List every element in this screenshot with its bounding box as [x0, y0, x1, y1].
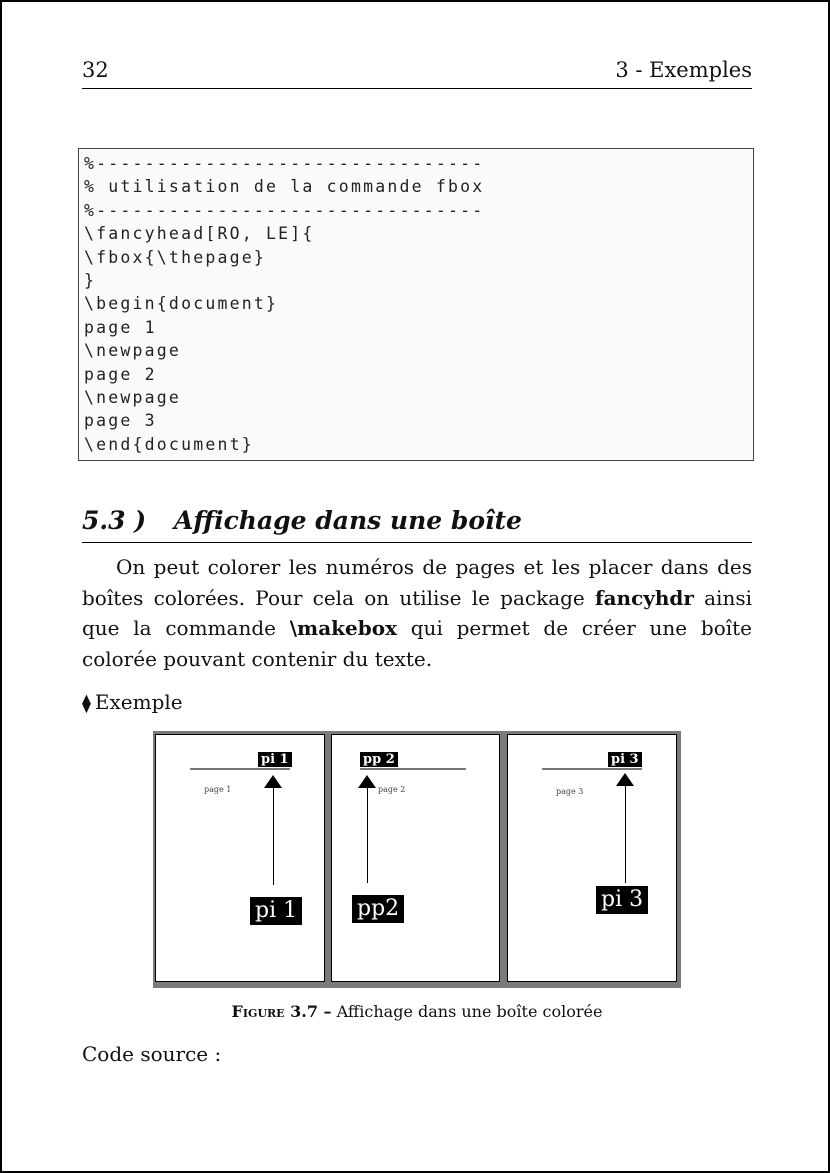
page-header: [82, 58, 752, 89]
body-paragraph: [82, 552, 752, 674]
code-line: page 2: [84, 364, 157, 384]
mini-page: [155, 734, 325, 982]
code-line: \fancyhead[RO, LE]{: [84, 224, 315, 244]
page-number: 32: [82, 58, 109, 82]
mini-page: [507, 734, 677, 982]
figure-image: [153, 731, 681, 988]
example-text: Exemple: [94, 690, 183, 714]
mini-page-text: page 2: [378, 785, 406, 794]
code-line: %--------------------------------: [84, 154, 485, 173]
code-line: % utilisation de la commande fbox: [84, 177, 485, 197]
header-rule: [542, 768, 642, 770]
paragraph-text: qui permet de créer une boîte colorée pouvant contenir du texte.: [82, 616, 753, 671]
section-number: 5.3 ): [82, 506, 147, 535]
code-line: \newpage: [84, 341, 182, 361]
mini-page: [331, 734, 500, 982]
figure-caption: [82, 1002, 752, 1021]
code-line: \fbox{\thepage}: [84, 247, 267, 267]
package-name: fancyhdr: [594, 585, 694, 610]
code-line: \end{document}: [84, 434, 254, 454]
arrow-line: [367, 787, 368, 883]
example-label: [82, 690, 183, 714]
arrow-line: [273, 787, 274, 885]
header-rule: [190, 768, 290, 770]
code-line: }: [84, 270, 97, 290]
magnified-page-box: pp2: [352, 895, 404, 923]
code-line: page 1: [84, 317, 157, 337]
command-name: \makebox: [289, 616, 397, 640]
magnified-page-box: pi 3: [596, 886, 648, 914]
caption-label: Figure 3.7 –: [231, 1002, 332, 1021]
magnified-page-box: pi 1: [250, 897, 302, 925]
chapter-title: 3 - Exemples: [615, 58, 752, 82]
mini-page-text: page 3: [556, 787, 584, 796]
section-title: Affichage dans une boîte: [174, 506, 522, 535]
paragraph-text: On peut colorer les numéros de pages et les placer dans des boîtes colorées. Pour cela on utilise le package: [82, 555, 752, 610]
code-listing: [78, 148, 754, 461]
paragraph-text: ainsi que la commande: [82, 585, 752, 640]
mini-page-text: page 1: [204, 785, 232, 794]
code-line: %--------------------------------: [84, 200, 485, 220]
code-line: page 3: [84, 411, 157, 431]
section-heading: [82, 506, 752, 543]
header-page-box: pp 2: [360, 752, 398, 767]
header-rule: [360, 768, 466, 770]
header-page-box: pi 3: [608, 752, 642, 767]
arrow-line: [625, 785, 626, 883]
code-source-label: Code source :: [82, 1042, 222, 1066]
code-line: \begin{document}: [84, 294, 279, 314]
caption-text: Affichage dans une boîte colorée: [331, 1002, 603, 1021]
diamond-icon: ⧫: [82, 693, 91, 714]
header-page-box: pi 1: [258, 752, 292, 767]
code-line: \newpage: [84, 387, 182, 407]
